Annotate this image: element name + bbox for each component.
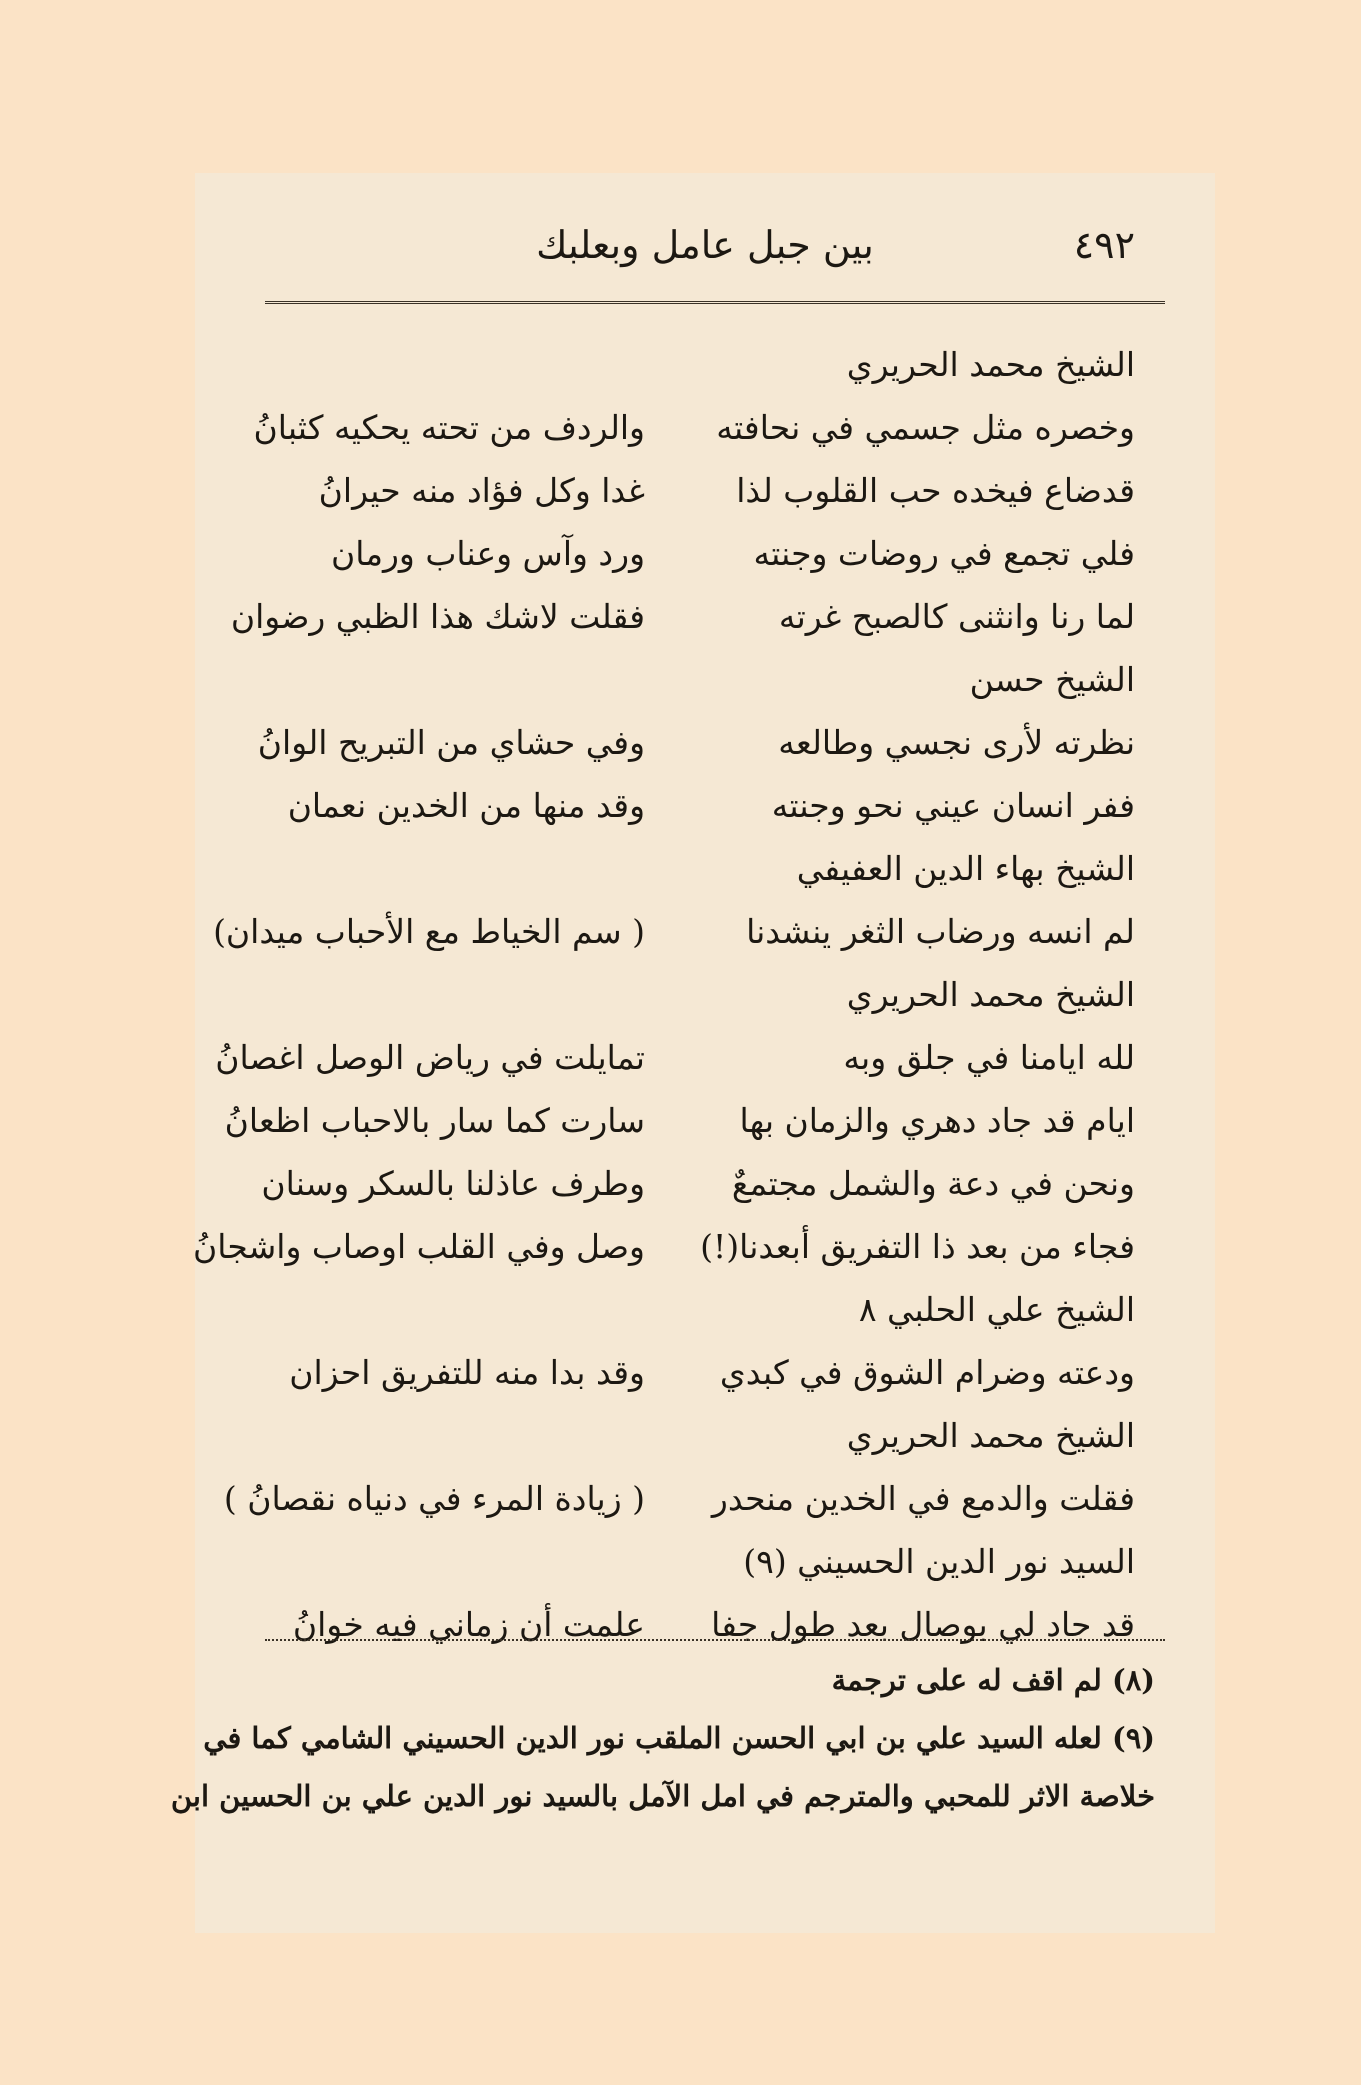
poet-heading [265,648,1135,711]
verse-line [213,900,1135,963]
second-hemistich: فقلت لاشك هذا الظبي رضوان [230,597,645,636]
poet-heading [265,1278,1135,1341]
poet-name: السيد نور الدين الحسيني (٩) [743,1542,1135,1581]
verse-line [230,585,1135,648]
second-hemistich: ( زيادة المرء في دنياه نقصانُ ) [223,1479,645,1518]
verse-line [265,774,1135,837]
poet-name: الشيخ محمد الحريري [846,975,1135,1014]
first-hemistich: ونحن في دعة والشمل مجتمعٌ [731,1164,1135,1203]
second-hemistich: والردف من تحته يحكيه كثبانُ [253,408,645,447]
footnotes [170,1651,1155,1825]
first-hemistich: لم انسه ورضاب الثغر ينشدنا [746,912,1135,951]
poet-heading [265,333,1135,396]
second-hemistich: وقد بدا منه للتفريق احزان [289,1353,645,1392]
verse-line [253,396,1135,459]
first-hemistich: ففر انسان عيني نحو وجنته [771,786,1135,825]
verse-line [261,1152,1135,1215]
header-rule [265,301,1165,304]
second-hemistich: غدا وكل فؤاد منه حيرانُ [318,471,645,510]
poet-name: الشيخ محمد الحريري [846,1416,1135,1455]
page-header [195,223,1215,283]
verse-line [265,1341,1135,1404]
poet-name: الشيخ حسن [969,660,1135,699]
first-hemistich: فلي تجمع في روضات وجنته [753,534,1135,573]
first-hemistich: لله ايامنا في جلق وبه [843,1038,1135,1077]
second-hemistich: ( سم الخياط مع الأحباب ميدان) [213,912,645,951]
footnote-9-continued: خلاصة الاثر للمحبي والمترجم في امل الآمل بالسيد نور الدين علي بن الحسين ابن [170,1779,1155,1813]
verse-line [265,522,1135,585]
second-hemistich: وصل وفي القلب اوصاب واشجانُ [193,1227,645,1266]
second-hemistich: سارت كما سار بالاحباب اظعانُ [224,1101,645,1140]
first-hemistich: فقلت والدمع في الخدين منحدر [711,1479,1135,1518]
poet-name: الشيخ محمد الحريري [846,345,1135,384]
second-hemistich: وطرف عاذلنا بالسكر وسنان [261,1164,645,1203]
poet-heading [265,963,1135,1026]
second-hemistich: ورد وآس وعناب ورمان [331,534,645,573]
first-hemistich: قدضاع فيخده حب القلوب لذا [736,471,1135,510]
second-hemistich: وقد منها من الخدين نعمان [287,786,645,825]
poet-name: الشيخ علي الحلبي ٨ [858,1290,1135,1329]
poet-heading [265,1530,1135,1593]
verse-line [265,1593,1135,1656]
footnote-9: (٩) لعله السيد علي بن ابي الحسن الملقب نور الدين الحسيني الشامي كما في [203,1721,1155,1755]
verse-line [257,711,1135,774]
footnote-rule [265,1639,1165,1641]
first-hemistich: لما رنا وانثنى كالصبح غرته [778,597,1135,636]
verse-line [223,1467,1135,1530]
page-number: ٤٩٢ [1073,223,1135,267]
first-hemistich: ايام قد جاد دهري والزمان بها [739,1101,1135,1140]
second-hemistich: تمايلت في رياض الوصل اغصانُ [215,1038,645,1077]
poem-body [193,333,1135,1656]
book-page [170,173,1215,1933]
second-hemistich: علمت أن زماني فيه خوانُ [292,1605,645,1644]
verse-line [215,1026,1135,1089]
footnote-8: (٨) لم اقف له على ترجمة [831,1663,1155,1697]
poet-name: الشيخ بهاء الدين العفيفي [796,849,1135,888]
first-hemistich: قد جاد لي بوصال بعد طول جفا [711,1605,1135,1644]
first-hemistich: فجاء من بعد ذا التفريق أبعدنا(!) [700,1227,1135,1266]
verse-line [224,1089,1135,1152]
first-hemistich: ودعته وضرام الشوق في كبدي [719,1353,1135,1392]
first-hemistich: نظرته لأرى نجسي وطالعه [778,723,1135,762]
second-hemistich: وفي حشاي من التبريح الوانُ [257,723,645,762]
poet-heading [265,837,1135,900]
running-title: بين جبل عامل وبعلبك [536,223,874,267]
verse-line [265,459,1135,522]
first-hemistich: وخصره مثل جسمي في نحافته [716,408,1135,447]
poet-heading [265,1404,1135,1467]
verse-line [193,1215,1135,1278]
